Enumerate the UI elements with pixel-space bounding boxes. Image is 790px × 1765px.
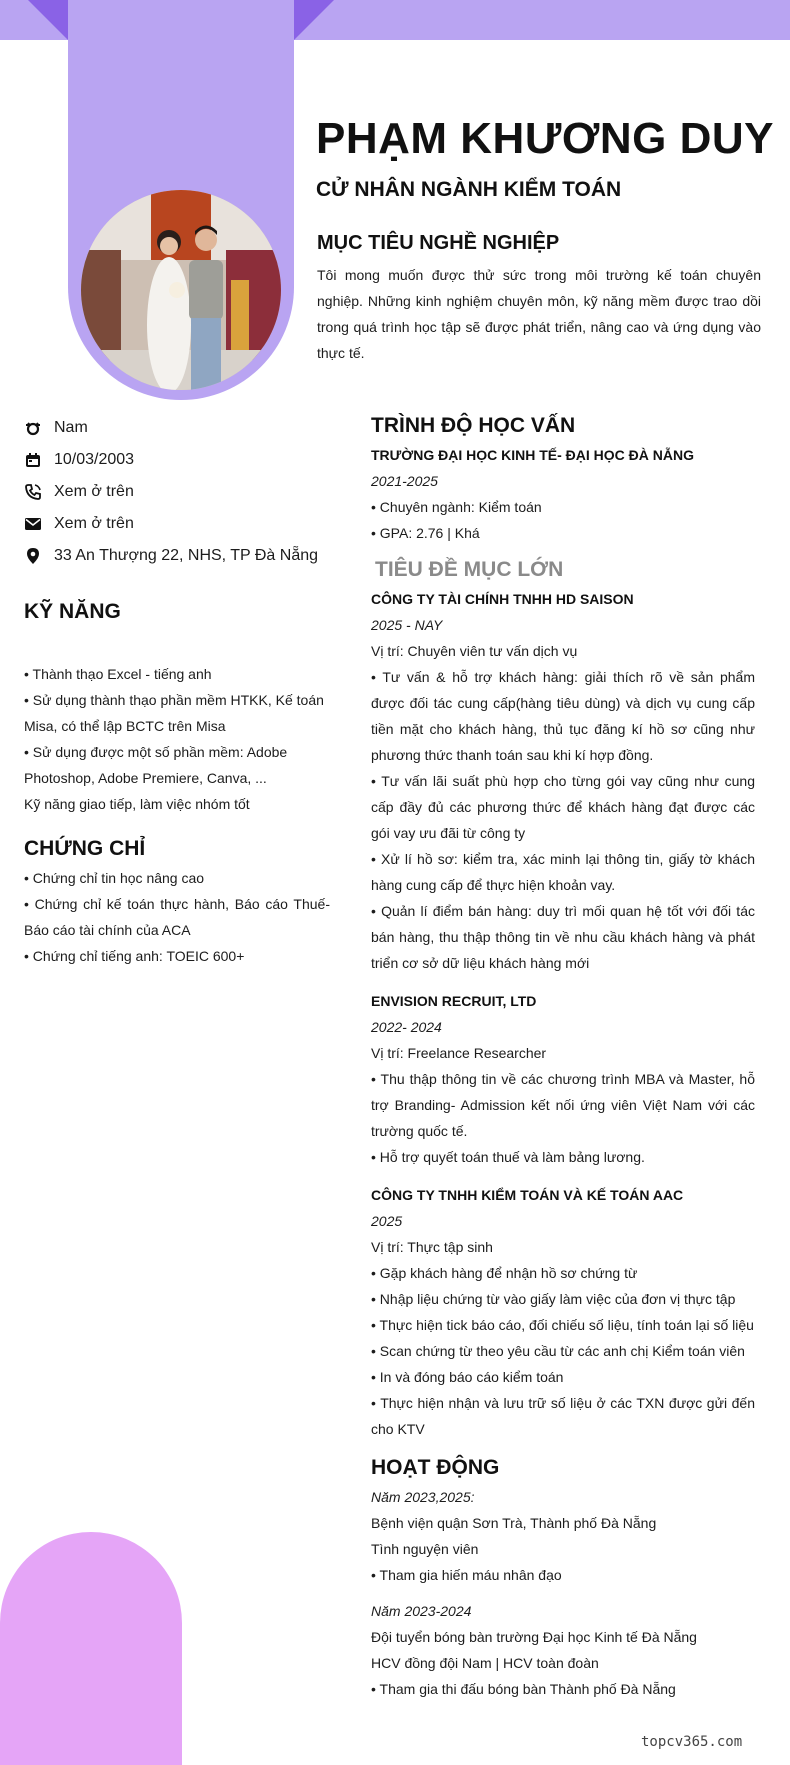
company-name: ENVISION RECRUIT, LTD	[371, 993, 537, 1009]
gender-icon	[24, 419, 42, 437]
certificate-item: • Chứng chỉ tiếng anh: TOEIC 600+	[24, 948, 245, 964]
job-bullet: • Tư vấn & hỗ trợ khách hàng: giải thích rõ về sản phẩm được đối tác cung cấp(hàng tiêu dùng) và dịch vụ cung cấp tiền mặt cho khách hàng, thủ tục đăng kí hồ sơ cũng như phương thức thanh toán sau khi kí hợp đồng.	[371, 669, 755, 763]
right-corner-fold	[294, 0, 334, 40]
activity-line: HCV đồng đội Nam | HCV toàn đoàn	[371, 1655, 599, 1671]
candidate-name: PHẠM KHƯƠNG DUY	[316, 114, 774, 163]
contact-phone	[24, 476, 330, 508]
job-bullet: • Thực hiện tick báo cáo, đối chiếu số liệu, tính toán lại số liệu	[371, 1317, 754, 1333]
skills-list	[24, 661, 330, 817]
skill-item: • Sử dụng thành thạo phần mềm HTKK, Kế toán Misa, có thể lập BCTC trên Misa	[24, 692, 324, 734]
right-column	[371, 414, 755, 1702]
certificate-item: • Chứng chỉ kế toán thực hành, Báo cáo Thuế- Báo cáo tài chính của ACA	[24, 896, 330, 938]
activity-line: • Tham gia thi đấu bóng bàn Thành phố Đà Nẵng	[371, 1681, 676, 1697]
job-bullet: • Quản lí điểm bán hàng: duy trì mối quan hệ tốt với đối tác bán hàng, thu thập thông tin về nhu cầu khách hàng và phát triển cơ sở dữ liệu khách hàng mới	[371, 903, 755, 971]
job-position: Vị trí: Chuyên viên tư vấn dịch vụ	[371, 643, 578, 659]
avatar	[81, 190, 281, 390]
company-name: CÔNG TY TNHH KIỂM TOÁN VÀ KẾ TOÁN AAC	[371, 1187, 684, 1203]
activity-period: Năm 2023-2024	[371, 1603, 472, 1619]
education-heading: TRÌNH ĐỘ HỌC VẤN	[371, 414, 576, 437]
job-bullet: • Nhập liệu chứng từ vào giấy làm việc của đơn vị thực tập	[371, 1291, 736, 1307]
certificates-heading: CHỨNG CHỈ	[24, 837, 146, 860]
activity-period: Năm 2023,2025:	[371, 1489, 475, 1505]
phone-icon	[24, 483, 42, 501]
job-bullet: • Thu thập thông tin về các chương trình MBA và Master, hỗ trợ Branding- Admission kết nối ứng viên Việt Nam với các trường quốc tế.	[371, 1071, 755, 1139]
contact-address-text: 33 An Thượng 22, NHS, TP Đà Nẵng	[54, 547, 319, 564]
contact-gender	[24, 412, 330, 444]
bottom-decorative-shape	[0, 1532, 182, 1765]
skill-item: Kỹ năng giao tiếp, làm việc nhóm tốt	[24, 796, 250, 812]
job-position: Vị trí: Freelance Researcher	[371, 1045, 547, 1061]
job-bullet: • Scan chứng từ theo yêu cầu từ các anh chị Kiểm toán viên	[371, 1343, 745, 1359]
activity-line: Tình nguyện viên	[371, 1541, 479, 1557]
education-block	[371, 442, 755, 546]
job-bullet: • Thực hiện nhận và lưu trữ số liệu ở các TXN được gửi đến cho KTV	[371, 1395, 755, 1437]
contact-phone-text: Xem ở trên	[54, 483, 134, 500]
contact-gender-text: Nam	[54, 419, 88, 436]
contact-birthday	[24, 444, 330, 476]
job-bullet: • Hỗ trợ quyết toán thuế và làm bảng lương.	[371, 1149, 645, 1165]
job-block	[371, 586, 755, 976]
job-period: 2022- 2024	[371, 1019, 442, 1035]
skills-heading: KỸ NĂNG	[24, 600, 121, 623]
school-name: TRƯỜNG ĐẠI HỌC KINH TẾ- ĐẠI HỌC ĐÀ NẴNG	[371, 447, 694, 463]
activity-line: • Tham gia hiến máu nhân đạo	[371, 1567, 562, 1583]
contact-address	[24, 540, 330, 572]
skill-item: • Thành thạo Excel - tiếng anh	[24, 666, 212, 682]
experience-heading: TIÊU ĐỀ MỤC LỚN	[375, 558, 564, 581]
education-period: 2021-2025	[371, 473, 438, 489]
activity-block	[371, 1598, 755, 1702]
activities-heading: HOẠT ĐỘNG	[371, 1456, 500, 1479]
education-line: • GPA: 2.76 | Khá	[371, 525, 480, 541]
watermark: topcv365.com	[641, 1734, 743, 1750]
company-name: CÔNG TY TÀI CHÍNH TNHH HD SAISON	[371, 591, 634, 607]
objective-heading: MỤC TIÊU NGHỀ NGHIỆP	[317, 232, 560, 254]
activity-line: Đội tuyển bóng bàn trường Đại học Kinh tế Đà Nẵng	[371, 1629, 697, 1645]
activity-block	[371, 1484, 755, 1588]
job-bullet: • Gặp khách hàng để nhận hồ sơ chứng từ	[371, 1265, 638, 1281]
job-block	[371, 988, 755, 1170]
left-column	[24, 412, 330, 969]
calendar-icon	[24, 451, 42, 469]
contact-birthday-text: 10/03/2003	[54, 451, 135, 468]
certificate-item: • Chứng chỉ tin học nâng cao	[24, 870, 205, 886]
job-bullet: • Xử lí hồ sơ: kiểm tra, xác minh lại thông tin, giấy tờ khách hàng cung cấp để thực hiện khoản vay.	[371, 851, 755, 893]
objective-text: Tôi mong muốn được thử sức trong môi trường kế toán chuyên nghiệp. Những kinh nghiệm chuyên môn, kỹ năng mềm được trao dồi trong quá trình học tập sẽ được phát triển, nâng cao và ứng dụng vào thực tế.	[317, 267, 761, 361]
email-icon	[24, 515, 42, 533]
left-corner-fold	[28, 0, 68, 40]
activity-line: Bệnh viện quận Sơn Trà, Thành phố Đà Nẵng	[371, 1515, 657, 1531]
job-position: Vị trí: Thực tập sinh	[371, 1239, 493, 1255]
job-period: 2025 - NAY	[371, 617, 443, 633]
education-line: • Chuyên ngành: Kiểm toán	[371, 499, 542, 515]
certificates-list	[24, 865, 330, 969]
skill-item: • Sử dụng được một số phần mềm: Adobe Photoshop, Adobe Premiere, Canva, ...	[24, 744, 288, 786]
job-period: 2025	[371, 1213, 403, 1229]
job-bullet: • Tư vấn lãi suất phù hợp cho từng gói vay cũng như cung cấp đầy đủ các phương thức để khách hàng đạt được các gói vay ưu đãi từ công ty	[371, 773, 755, 841]
contact-email	[24, 508, 330, 540]
candidate-title: CỬ NHÂN NGÀNH KIỂM TOÁN	[316, 178, 622, 201]
job-bullet: • In và đóng báo cáo kiểm toán	[371, 1369, 564, 1385]
contact-email-text: Xem ở trên	[54, 515, 134, 532]
location-pin-icon	[24, 547, 42, 565]
job-block	[371, 1182, 755, 1442]
